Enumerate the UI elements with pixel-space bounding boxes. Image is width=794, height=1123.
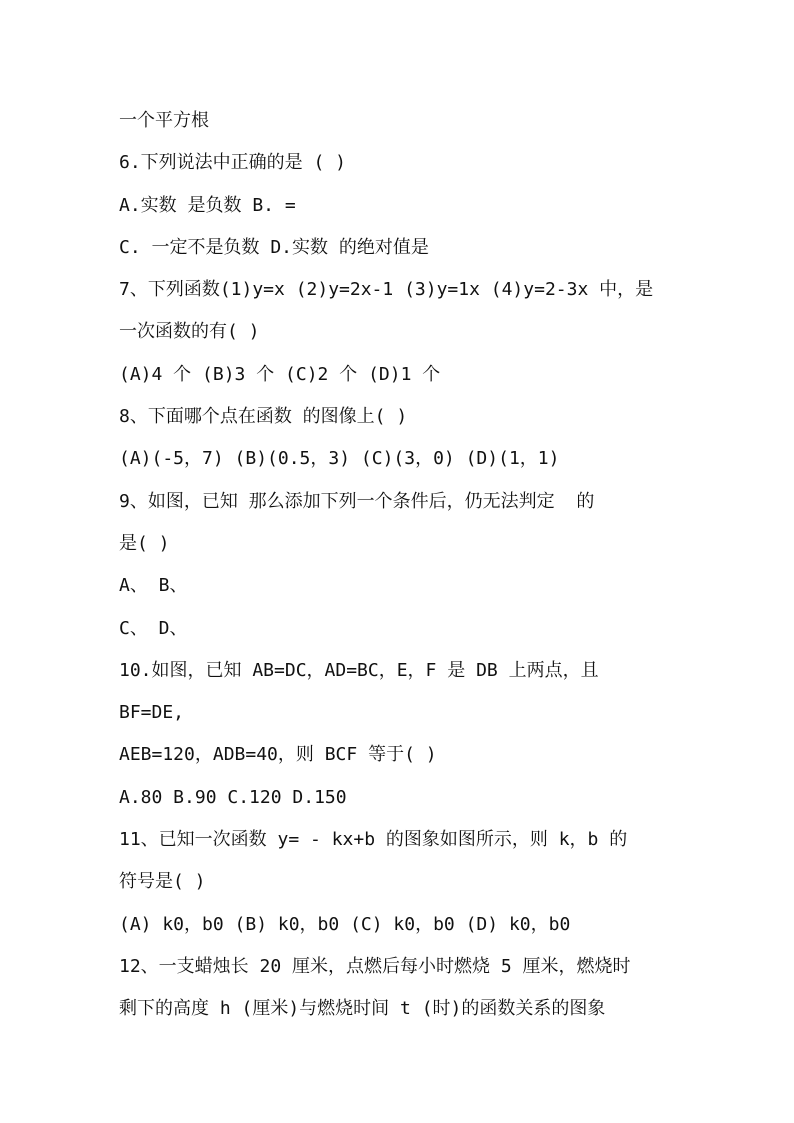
- question-6-options-ab: A.实数 是负数 B. =: [119, 194, 296, 216]
- question-6-options-cd: C. 一定不是负数 D.实数 的绝对值是: [119, 236, 429, 258]
- question-11-stem-cont: 符号是( ): [119, 871, 206, 893]
- question-12-stem-cont: 剩下的高度 h (厘米)与燃烧时间 t (时)的函数关系的图象: [119, 998, 606, 1020]
- question-9-options-cd: C、 D、: [119, 617, 188, 639]
- question-10-options: A.80 B.90 C.120 D.150: [119, 786, 347, 808]
- question-6-stem: 6.下列说法中正确的是 ( ): [119, 152, 347, 174]
- question-8-stem: 8、下面哪个点在函数 的图像上( ): [119, 406, 408, 428]
- question-10-stem-cont-1: BF=DE,: [119, 702, 185, 724]
- question-7-stem-cont: 一次函数的有( ): [119, 321, 260, 343]
- question-10-stem: 10.如图，已知 AB=DC，AD=BC，E，F 是 DB 上两点，且: [119, 659, 599, 681]
- question-11-options: (A) k0，b0 (B) k0，b0 (C) k0，b0 (D) k0，b0: [119, 913, 571, 935]
- question-10-stem-cont-2: AEB=120，ADB=40，则 BCF 等于( ): [119, 744, 437, 766]
- question-12-stem: 12、一支蜡烛长 20 厘米，点燃后每小时燃烧 5 厘米，燃烧时: [119, 955, 631, 977]
- question-7-options: (A)4 个 (B)3 个 (C)2 个 (D)1 个: [119, 363, 441, 385]
- question-9-stem: 9、如图，已知 那么添加下列一个条件后，仍无法判定 的: [119, 490, 595, 512]
- document-body: [119, 100, 719, 1031]
- question-9-stem-cont: 是( ): [119, 532, 170, 554]
- question-11-stem: 11、已知一次函数 y= - kx+b 的图象如图所示，则 k，b 的: [119, 829, 628, 851]
- question-7-stem: 7、下列函数(1)y=x (2)y=2x-1 (3)y=1x (4)y=2-3x 中，是: [119, 279, 654, 301]
- text-line-continuation: 一个平方根: [119, 110, 209, 131]
- question-9-options-ab: A、 B、: [119, 575, 188, 597]
- question-8-options: (A)(-5，7) (B)(0.5，3) (C)(3，0) (D)(1，1): [119, 448, 560, 470]
